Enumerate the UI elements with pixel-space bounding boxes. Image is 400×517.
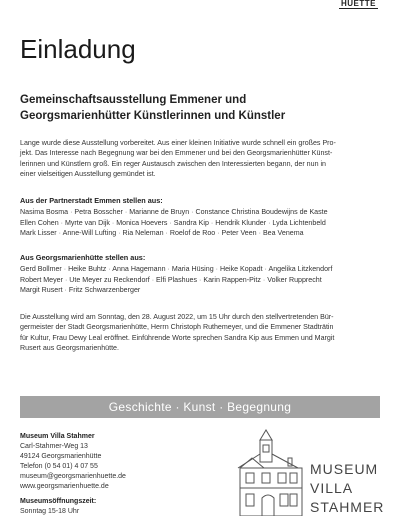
street-address: Carl-Stahmer-Weg 13 — [20, 443, 88, 450]
museum-logo — [232, 428, 400, 516]
artist-line: Ellen Cohen · Myrte van Dijk · Monica Hoevers · Sandra Kip · Hendrik Klunder · Lyda Lichtenbeld — [20, 218, 326, 227]
opening-line: germeister der Stadt Georgsmarienhütte, Herrn Christoph Ruthemeyer, und die Emmener Stadträtin — [20, 323, 334, 332]
city-address: 49124 Georgsmarienhütte — [20, 453, 102, 460]
artist-name: Hendrik Klunder — [215, 218, 267, 227]
artist-name: Anne-Will Lufting — [62, 229, 117, 238]
artist-name: Marianne de Bruyn — [129, 208, 190, 216]
intro-line: einer vielseitigen Ausstellung gemündet ist. — [20, 170, 156, 179]
artist-name: Roelof de Roo — [169, 229, 216, 238]
artist-name: Elfi Plashues — [156, 275, 198, 284]
artist-name: Myrte van Dijk — [64, 218, 110, 227]
artist-line: Margit Rusert · Fritz Schwarzenberger — [20, 286, 141, 295]
artist-name: Fritz Schwarzenberger — [68, 286, 141, 295]
artist-name: Nasima Bosma — [20, 208, 69, 216]
logo-word-villa: VILLA — [310, 480, 354, 496]
artist-name: Ria Neleman — [122, 229, 164, 238]
artist-name: Mark Lisser — [20, 229, 57, 238]
gmh-heading: Aus Georgsmarienhütte stellen aus: — [20, 253, 146, 262]
email-link[interactable]: museum@georgsmarienhuette.de — [20, 473, 126, 480]
artist-name: Angelika Litzkendorf — [268, 265, 333, 273]
artist-name: Sandra Kip — [173, 218, 209, 227]
artist-line: Robert Meyer · Ute Meyer zu Reckendorf · Elfi Plashues · Karin Rappen-Pitz · Volker Rupprecht — [20, 275, 322, 284]
artist-name: Heike Kopadt — [219, 265, 263, 273]
intro-line: jekt. Das Interesse nach Begegnung war bei den Emmener und bei den Georgsmarienhütter Künst- — [20, 149, 333, 158]
page-title: Einladung — [20, 34, 136, 64]
artist-name: Ute Meyer zu Reckendorf — [69, 275, 150, 284]
phone-number: Telefon (0 54 01) 4 07 55 — [20, 463, 98, 470]
artist-name: Margit Rusert — [20, 286, 63, 295]
artist-line: Mark Lisser · Anne-Will Lufting · Ria Neleman · Roelof de Roo · Peter Veen · Bea Venema — [20, 229, 304, 238]
artist-name: Gerd Bollmer — [20, 265, 62, 273]
logo-word-museum: MUSEUM — [310, 461, 379, 477]
artist-line: Nasima Bosma · Petra Bosscher · Marianne de Bruyn · Constance Christina Boudewijns de Kaste — [20, 208, 328, 216]
artist-line: Gerd Bollmer · Heike Buhtz · Anna Hagemann · Maria Hüsing · Heike Kopadt · Angelika Litzkendorf — [20, 265, 333, 273]
artist-name: Bea Venema — [262, 229, 304, 238]
intro-line: lerinnen und Künstlern groß. Ein reger Austausch zwischen den Interessierten begann, der nun in — [20, 159, 327, 168]
artist-name: Volker Rupprecht — [267, 275, 322, 284]
gmh-artist-list — [20, 264, 382, 296]
motto-banner: Geschichte · Kunst · Begegnung — [20, 396, 380, 418]
artist-name: Robert Meyer — [20, 275, 63, 284]
opening-paragraph — [20, 312, 382, 354]
opening-hours-label: Museumsöffnungszeit: — [20, 498, 97, 505]
opening-line: Die Ausstellung wird am Sonntag, den 28. August 2022, um 15 Uhr durch den stellvertretenden Bür- — [20, 313, 334, 321]
intro-line: Lange wurde diese Ausstellung vorbereitet. Aus einer kleinen Initiative wurde schnell ein großes Pro- — [20, 139, 336, 147]
opening-line: Rusert aus Georgsmarienhütte. — [20, 344, 119, 353]
artist-name: Heike Buhtz — [68, 265, 107, 273]
villa-building-icon — [232, 428, 312, 516]
exhibition-subtitle — [20, 92, 382, 124]
subtitle-line-2: Georgsmarienhütter Künstlerinnen und Künstler — [20, 110, 286, 122]
artist-name: Petra Bosscher — [74, 208, 123, 216]
artist-name: Constance Christina Boudewijns de Kaste — [195, 208, 328, 216]
opening-line: für Kultur, Frau Dewy Leal eröffnet. Einführende Worte sprechen Sandra Kip aus Emmen und Margit — [20, 333, 335, 342]
contact-block — [20, 432, 220, 517]
artist-name: Monica Hoevers — [116, 218, 168, 227]
subtitle-line-1: Gemeinschaftsausstellung Emmener und — [20, 94, 247, 106]
emmen-heading: Aus der Partnerstadt Emmen stellen aus: — [20, 196, 163, 205]
website-link[interactable]: www.georgsmarienhuette.de — [20, 483, 109, 490]
artist-name: Lyda Lichtenbeld — [272, 218, 326, 227]
intro-paragraph — [20, 138, 382, 180]
museum-name: Museum Villa Stahmer — [20, 433, 95, 440]
artist-name: Karin Rappen-Pitz — [203, 275, 261, 284]
brand-logo: HUETTE — [341, 0, 376, 8]
emmen-artist-list — [20, 207, 382, 239]
artist-name: Anna Hagemann — [112, 265, 166, 273]
artist-name: Peter Veen — [221, 229, 257, 238]
opening-hours: Sonntag 15-18 Uhr — [20, 508, 80, 515]
artist-name: Maria Hüsing — [171, 265, 214, 273]
artist-name: Ellen Cohen — [20, 218, 59, 227]
logo-word-stahmer: STAHMER — [310, 499, 385, 515]
